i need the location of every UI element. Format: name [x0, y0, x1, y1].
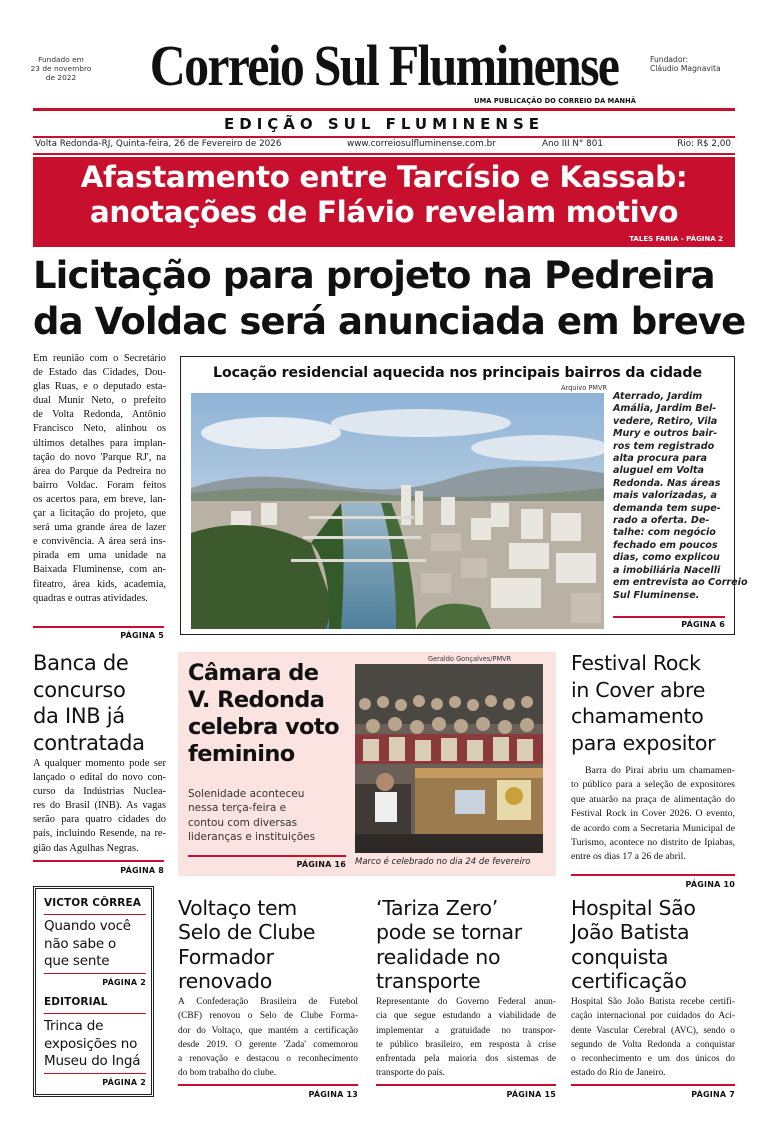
story-line: transporte do país.: [376, 1068, 445, 1079]
inb-rule: [33, 860, 164, 862]
voltaco-rule: [178, 1084, 358, 1086]
summary-line: nessa terça-feira e: [188, 802, 287, 815]
story-line: serão para quatro cidades do: [33, 814, 166, 826]
story-line: Representante do Governo Federal anun-: [376, 997, 556, 1007]
headline-line: ‘Tariza Zero’: [376, 896, 498, 920]
council-photo: [355, 664, 543, 853]
headline-line: certificação: [571, 969, 687, 994]
story-line: país, incluindo Resende, na re-: [33, 828, 166, 840]
info-location: Volta Redonda-RJ, Quinta-feira, 26 de Fevereiro de 2026: [35, 139, 282, 149]
main-story-page[interactable]: PÁGINA 5: [120, 631, 164, 640]
story-line: to público para a seleção de expositores: [571, 779, 735, 791]
headline-line: Banca de: [33, 651, 129, 675]
story-line: cia que segue estudando a viabilidade de: [376, 1011, 556, 1022]
column-page[interactable]: PÁGINA 2: [102, 978, 146, 987]
story-line: estado do Rio de Janeiro.: [571, 1068, 666, 1079]
camara-box: [178, 652, 556, 876]
newspaper-title: Correio Sul Fluminense: [149, 33, 619, 98]
summary-line: contou com diversas: [188, 816, 298, 829]
headline-line: conquista: [571, 944, 669, 969]
caption-line: demanda tem supe-: [613, 502, 721, 514]
main-story-line: últimos detalhes para implan-: [33, 437, 166, 449]
story-line: segundo de Volta Redonda a conquistar: [571, 1039, 735, 1050]
story-line: res do Brasil (INB). As vagas: [33, 800, 166, 812]
story-line: de acordo com a Secretaria Municipal de: [571, 822, 735, 834]
headline-line: chamamento: [571, 704, 704, 728]
caption-line: talhe: com negócio: [613, 527, 716, 539]
story-line: cação internacional por cuidados do Aci-: [571, 1011, 735, 1022]
editorial-page[interactable]: PÁGINA 2: [102, 1078, 146, 1087]
headline-line: Festival Rock: [571, 651, 701, 675]
hospital-headline[interactable]: [571, 896, 741, 994]
camara-caption: Marco é celebrado no dia 24 de fevereiro: [355, 857, 531, 867]
top-banner[interactable]: [33, 157, 735, 247]
editorial-title[interactable]: [44, 1018, 150, 1071]
summary-line: Solenidade aconteceu: [188, 788, 305, 800]
story-line: Turismo, acontece no distrito de Ipiabas,: [571, 837, 735, 849]
story-line: (CBF) renovou o Selo de Clube Forma-: [178, 1011, 358, 1022]
camara-rule: [188, 855, 346, 857]
banner-line-1: Afastamento entre Tarcísio e Kassab:: [80, 160, 688, 194]
main-story-line: glas Ruas, e o deputado esta-: [33, 381, 166, 393]
newspaper-subtitle: UMA PUBLICAÇÃO DO CORREIO DA MANHÃ: [474, 97, 636, 105]
main-story-line: Baixada Fluminense, com an-: [33, 564, 166, 576]
main-story-line: de Estado das Cidades, Dou-: [33, 367, 166, 379]
photo-story-rule: [613, 616, 725, 618]
editorial-rule: [44, 1073, 146, 1074]
main-story-line: será uma grande área de lazer: [33, 522, 166, 534]
rock-page[interactable]: PÁGINA 10: [685, 880, 735, 889]
headline-line: para expositor: [571, 730, 716, 755]
city-photo-illustration: [191, 393, 604, 629]
caption-line: dias, como explicou: [613, 552, 720, 564]
hospital-page[interactable]: PÁGINA 7: [691, 1090, 735, 1099]
main-story-text: [33, 352, 166, 606]
voltaco-page[interactable]: PÁGINA 13: [308, 1090, 358, 1099]
main-story-line: çar a licitação do projeto, que: [33, 508, 166, 520]
caption-line: mais valorizadas, a: [613, 490, 718, 502]
main-headline[interactable]: [33, 253, 746, 345]
info-issue: Ano III N° 801: [542, 139, 603, 149]
story-line: Barra do Piraí abriu um chamamen-: [585, 765, 735, 776]
headline-line: Selo de Clube: [178, 920, 316, 945]
summary-line: lideranças e instituições: [188, 830, 316, 843]
caption-line: Sul Fluminense.: [613, 589, 700, 601]
main-story-line: de Volta Redonda, Antônio: [33, 409, 166, 421]
column-title-line: Quando você: [44, 918, 131, 934]
inb-headline[interactable]: [33, 650, 168, 756]
main-story-line: dual Munir Neto, o prefeito: [33, 395, 166, 407]
camara-credit: Geraldo Gonçalves/PMVR: [428, 655, 512, 663]
info-site: www.correiosulfluminense.com.br: [347, 139, 496, 149]
hospital-text: [571, 995, 735, 1081]
story-line: dente Vascular Cerebral (AVC), sendo o: [571, 1025, 735, 1036]
story-line: lançado o edital do novo con-: [33, 772, 166, 784]
camara-headline[interactable]: [188, 660, 358, 768]
main-headline-line-2: da Voldac será anunciada em breve: [33, 300, 746, 343]
column-rule: [44, 973, 146, 974]
council-photo-illustration: [355, 664, 543, 853]
info-bar: [33, 139, 735, 153]
column-title-line: que sente: [44, 953, 110, 969]
voltaco-text: [178, 995, 358, 1081]
headline-line: Câmara de: [188, 660, 319, 686]
banner-line-2: anotações de Flávio revelam motivo: [89, 195, 679, 229]
headline-line: concurso: [33, 677, 126, 702]
headline-line: renovado: [178, 969, 272, 994]
headline-line: Hospital São: [571, 896, 696, 920]
editorial-title-line: exposições no: [44, 1035, 138, 1052]
caption-line: em entrevista ao Correio: [613, 577, 748, 589]
main-story-line: Em reunião com o Secretário: [33, 353, 166, 364]
main-story-line: tação do novo 'Parque RJ', na: [33, 451, 166, 463]
masthead-rule-bottom: [33, 153, 735, 155]
column-author: VICTOR CÔRREA: [44, 897, 141, 909]
city-river-photo: [191, 393, 604, 629]
main-story-line: área do Parque da Pedreira no: [33, 465, 166, 477]
photo-story-box: [180, 356, 748, 635]
masthead-rule-mid: [33, 136, 735, 138]
story-line: desde 2019. O gerente 'Zada' comemorou: [178, 1039, 358, 1050]
tariza-text: [376, 995, 556, 1081]
rock-rule: [571, 874, 735, 876]
story-line: curso da Indústrias Nuclea-: [33, 786, 166, 798]
story-line: Hospital São João Batista recebe certifi-: [571, 997, 735, 1007]
headline-line: da INB já: [33, 704, 125, 728]
story-line: do bom trabalho do clube.: [178, 1068, 277, 1079]
hospital-rule: [571, 1084, 735, 1086]
caption-line: aluguel em Volta: [613, 465, 704, 477]
rock-text: [571, 764, 735, 865]
story-line: que atuarão na praça de alimentação do: [571, 793, 735, 805]
tariza-headline[interactable]: [376, 896, 561, 994]
headline-line: João Batista: [571, 920, 690, 945]
story-line: A Confederação Brasileira de Futebol: [178, 997, 358, 1007]
headline-line: in Cover abre: [571, 677, 706, 702]
main-story-line: pirada em uma unidade na: [33, 550, 166, 562]
caption-line: Redonda. Nas áreas: [613, 477, 721, 489]
headline-line: feminino: [188, 741, 295, 767]
photo-story-page[interactable]: PÁGINA 6: [681, 620, 725, 629]
story-line: implementar a gratuidade no transpor-: [376, 1025, 556, 1036]
main-story-line: os acertos para, em breve, lan-: [33, 493, 166, 505]
caption-line: fechado em poucos: [613, 539, 718, 551]
headline-line: realidade no: [376, 944, 501, 969]
photo-story-caption: [613, 391, 748, 602]
tariza-page[interactable]: PÁGINA 15: [506, 1090, 556, 1099]
main-story-line: quadras e outras atividades.: [33, 592, 148, 604]
story-line: o reconhecimento e um dos únicos do: [571, 1054, 735, 1065]
caption-line: ros tem registrado: [613, 440, 715, 452]
column-author-rule: [44, 914, 146, 915]
headline-line: pode se tornar: [376, 920, 522, 945]
story-line: A qualquer momento pode ser: [33, 758, 166, 769]
story-line: Festival Rock in Cover 2026. O evento,: [571, 808, 735, 820]
main-headline-line-1: Licitação para projeto na Pedreira: [33, 254, 715, 297]
info-price: Rio: R$ 2,00: [677, 139, 731, 149]
inb-text: [33, 757, 166, 856]
headline-line: Voltaço tem: [178, 896, 297, 920]
main-story-line: e convivência. A área será ins-: [33, 536, 166, 548]
founder-note: Fundador: Cláudio Magnavita: [650, 55, 721, 73]
story-line: gião das Agulhas Negras.: [33, 842, 139, 854]
main-story-line: fiteatro, área kids, academia,: [33, 578, 166, 590]
masthead-rule-top: [33, 108, 735, 111]
story-line: a renovação e destacou o reconhecimento: [178, 1054, 358, 1065]
headline-line: Formador: [178, 944, 274, 969]
camara-summary: [188, 787, 358, 844]
column-title[interactable]: [44, 918, 150, 971]
story-line: dor do Voltaço, que mantém a certificação: [178, 1025, 358, 1036]
caption-line: rado a oferta. De-: [613, 515, 710, 527]
main-story-line: bairro Voldac. Foram feitos: [33, 479, 166, 491]
story-line: te público brasileiro, em resposta à crise: [376, 1039, 556, 1050]
banner-credit: TALES FARIA - PÁGINA 2: [629, 235, 723, 243]
headline-line: contratada: [33, 730, 145, 755]
caption-line: alta procura para: [613, 453, 707, 465]
caption-line: Amália, Jardim Bel-: [613, 403, 717, 415]
editorial-label: EDITORIAL: [44, 996, 108, 1008]
edition-label: EDIÇÃO SUL FLUMINENSE: [224, 115, 544, 133]
camara-page[interactable]: PÁGINA 16: [296, 860, 346, 869]
columns-box: [33, 886, 154, 1097]
editorial-title-line: Trinca de: [44, 1018, 104, 1034]
caption-line: vedere, Retiro, Vila: [613, 415, 718, 427]
headline-line: transporte: [376, 969, 481, 994]
headline-line: V. Redonda: [188, 687, 325, 713]
story-line: entre os dias 17 a 26 de abril.: [571, 851, 686, 863]
main-story-line: Francisco Neto, alinhou os: [33, 423, 166, 435]
story-line: enfrentada pela maioria dos sistemas de: [376, 1054, 556, 1065]
tariza-rule: [376, 1084, 556, 1086]
caption-line: Aterrado, Jardim: [613, 391, 703, 402]
editorial-label-rule: [44, 1013, 146, 1014]
headline-line: celebra voto: [188, 714, 339, 740]
caption-line: Mury e outros bair-: [613, 428, 718, 440]
rock-headline[interactable]: [571, 650, 741, 756]
voltaco-headline[interactable]: [178, 896, 363, 994]
photo-story-credit: Arquivo PMVR: [561, 384, 608, 392]
photo-story-title[interactable]: Locação residencial aquecida nos principais bairros da cidade: [213, 365, 702, 381]
founded-note: Fundado em 23 de novembro de 2022: [30, 55, 92, 82]
editorial-title-line: Museu do Ingá: [44, 1053, 141, 1069]
caption-line: a imobiliária Nacelli: [613, 564, 721, 576]
column-title-line: não sabe o: [44, 935, 117, 952]
main-story-rule: [33, 626, 164, 628]
inb-page[interactable]: PÁGINA 8: [120, 866, 164, 875]
